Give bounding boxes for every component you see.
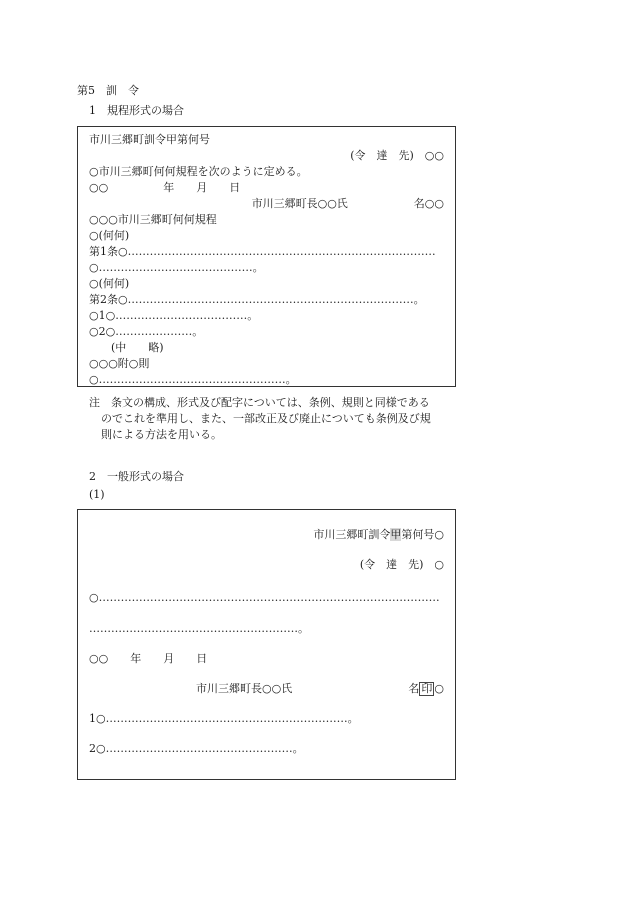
box1-line-3: ○市川三郷町何何規程を次のように定める。	[89, 165, 308, 178]
box1-line-9: ○……………………………………。	[89, 261, 264, 274]
box1-line-7: ○(何何)	[89, 229, 130, 242]
box1-line-16: ○……………………………………………。	[89, 373, 297, 386]
box2-item-1: 1○…………………………………………………………。	[89, 712, 359, 725]
box1-line-5: 市川三郷町長○○氏 名○○	[251, 197, 444, 210]
box1-line-8: 第1条○…………………………………………………………………………	[89, 245, 436, 258]
box1-line-10: ○(何何)	[89, 277, 130, 290]
general-format-box	[77, 509, 456, 780]
box1-line-14: (中 略)	[111, 341, 164, 354]
box1-line-2: (令 達 先) ○○	[350, 149, 444, 162]
subsection-1-heading: 1 規程形式の場合	[89, 104, 184, 117]
box1-line-15: ○○○附○則	[89, 357, 150, 370]
section-heading: 第5 訓 令	[77, 84, 139, 97]
box2-line-2: …………………………………………………。	[89, 622, 309, 635]
box2-seal	[408, 682, 444, 696]
box2-title-part-c: 第何号○	[401, 528, 444, 541]
box1-line-4: ○○ 年 月 日	[89, 181, 241, 194]
box2-item-2: 2○……………………………………………。	[89, 742, 304, 755]
box1-line-13: ○2○…………………。	[89, 325, 204, 338]
subsection-2-heading: 2 一般形式の場合	[89, 470, 184, 483]
note-line-3: 則による方法を用いる。	[101, 428, 222, 441]
box2-mayor: 市川三郷町長○○氏	[196, 682, 293, 695]
box2-title	[313, 528, 444, 542]
box2-date: ○○ 年 月 日	[89, 652, 208, 665]
box2-addressee: (令 達 先) ○	[359, 558, 444, 571]
box1-line-1: 市川三郷町訓令甲第何号	[89, 133, 210, 146]
box1-line-6: ○○○市川三郷町何何規程	[89, 213, 217, 226]
note-line-1: 注 条文の構成、形式及び配字については、条例、規則と同様である	[89, 396, 430, 409]
seal-stamp-icon: 印	[421, 682, 433, 695]
subsection-2-number: (1)	[89, 488, 105, 501]
box1-line-11: 第2条○……………………………………………………………………。	[89, 293, 425, 306]
box2-title-part-a: 市川三郷町訓令	[313, 528, 391, 541]
note-line-2: のでこれを準用し、また、一部改正及び廃止についても条例及び規	[101, 412, 431, 425]
box2-title-highlight: 甲	[390, 528, 402, 541]
box2-seal-circle: ○	[434, 682, 444, 695]
box1-line-12: ○1○………………………………。	[89, 309, 259, 322]
box2-seal-name: 名	[408, 682, 420, 695]
box2-line-1: ○…………………………………………………………………………………	[89, 591, 440, 604]
regulation-format-box	[77, 126, 456, 387]
